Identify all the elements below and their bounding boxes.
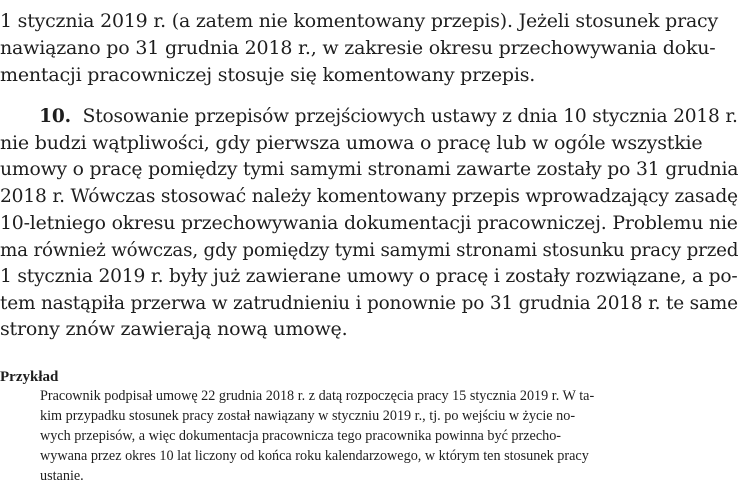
paragraph-number: 10. xyxy=(39,105,71,127)
example-line: wywana przez okres 10 lat liczony od końca roku kalendarzowego, w którym ten stosunek pracy xyxy=(40,448,589,464)
text-line: 1 stycznia 2019 r. (a zatem nie komentowany przepis). Jeżeli stosunek pracy xyxy=(0,10,718,32)
example-line: Pracownik podpisał umowę 22 grudnia 2018 r. z datą rozpoczęcia pracy 15 stycznia 2019 r. W ta- xyxy=(40,388,595,404)
example-line: wych przepisów, a więc dokumentacja pracownicza tego pracownika powinna być przecho- xyxy=(40,428,562,444)
text-line: mentacji pracowniczej stosuje się komentowany przepis. xyxy=(0,64,536,86)
example-line: kim przypadku stosunek pracy został nawiązany w styczniu 2019 r., tj. po wejściu w życie no- xyxy=(40,408,576,424)
text-line: nawiązano po 31 grudnia 2018 r., w zakresie okresu przechowywania doku- xyxy=(0,37,716,59)
text-line: tem nastąpiła przerwa w zatrudnieniu i ponownie po 31 grudnia 2018 r. te same xyxy=(0,292,738,314)
text-line: umowy o pracę pomiędzy tymi samymi stronami zawarte zostały po 31 grudnia xyxy=(0,158,739,180)
example-line: ustanie. xyxy=(40,468,84,484)
text-line: 1 stycznia 2019 r. były już zawierane umowy o pracę i zostały rozwiązane, a po- xyxy=(0,265,738,287)
text-line xyxy=(0,103,738,129)
text-line: strony znów zawierają nową umowę. xyxy=(0,318,348,340)
example-heading: Przykład xyxy=(0,369,59,385)
text-line: ma również wówczas, gdy pomiędzy tymi samymi stronami stosunku pracy przed xyxy=(0,239,739,261)
paragraph-first-line: Stosowanie przepisów przejściowych ustawy z dnia 10 stycznia 2018 r. xyxy=(82,105,738,127)
text-line: nie budzi wątpliwości, gdy pierwsza umowa o pracę lub w ogóle wszystkie xyxy=(0,132,703,154)
text-line: 10-letniego okresu przechowywania dokumentacji pracowniczej. Problemu nie xyxy=(0,212,738,234)
text-line: 2018 r. Wówczas stosować należy komentowany przepis wprowadzający zasadę xyxy=(0,185,738,207)
